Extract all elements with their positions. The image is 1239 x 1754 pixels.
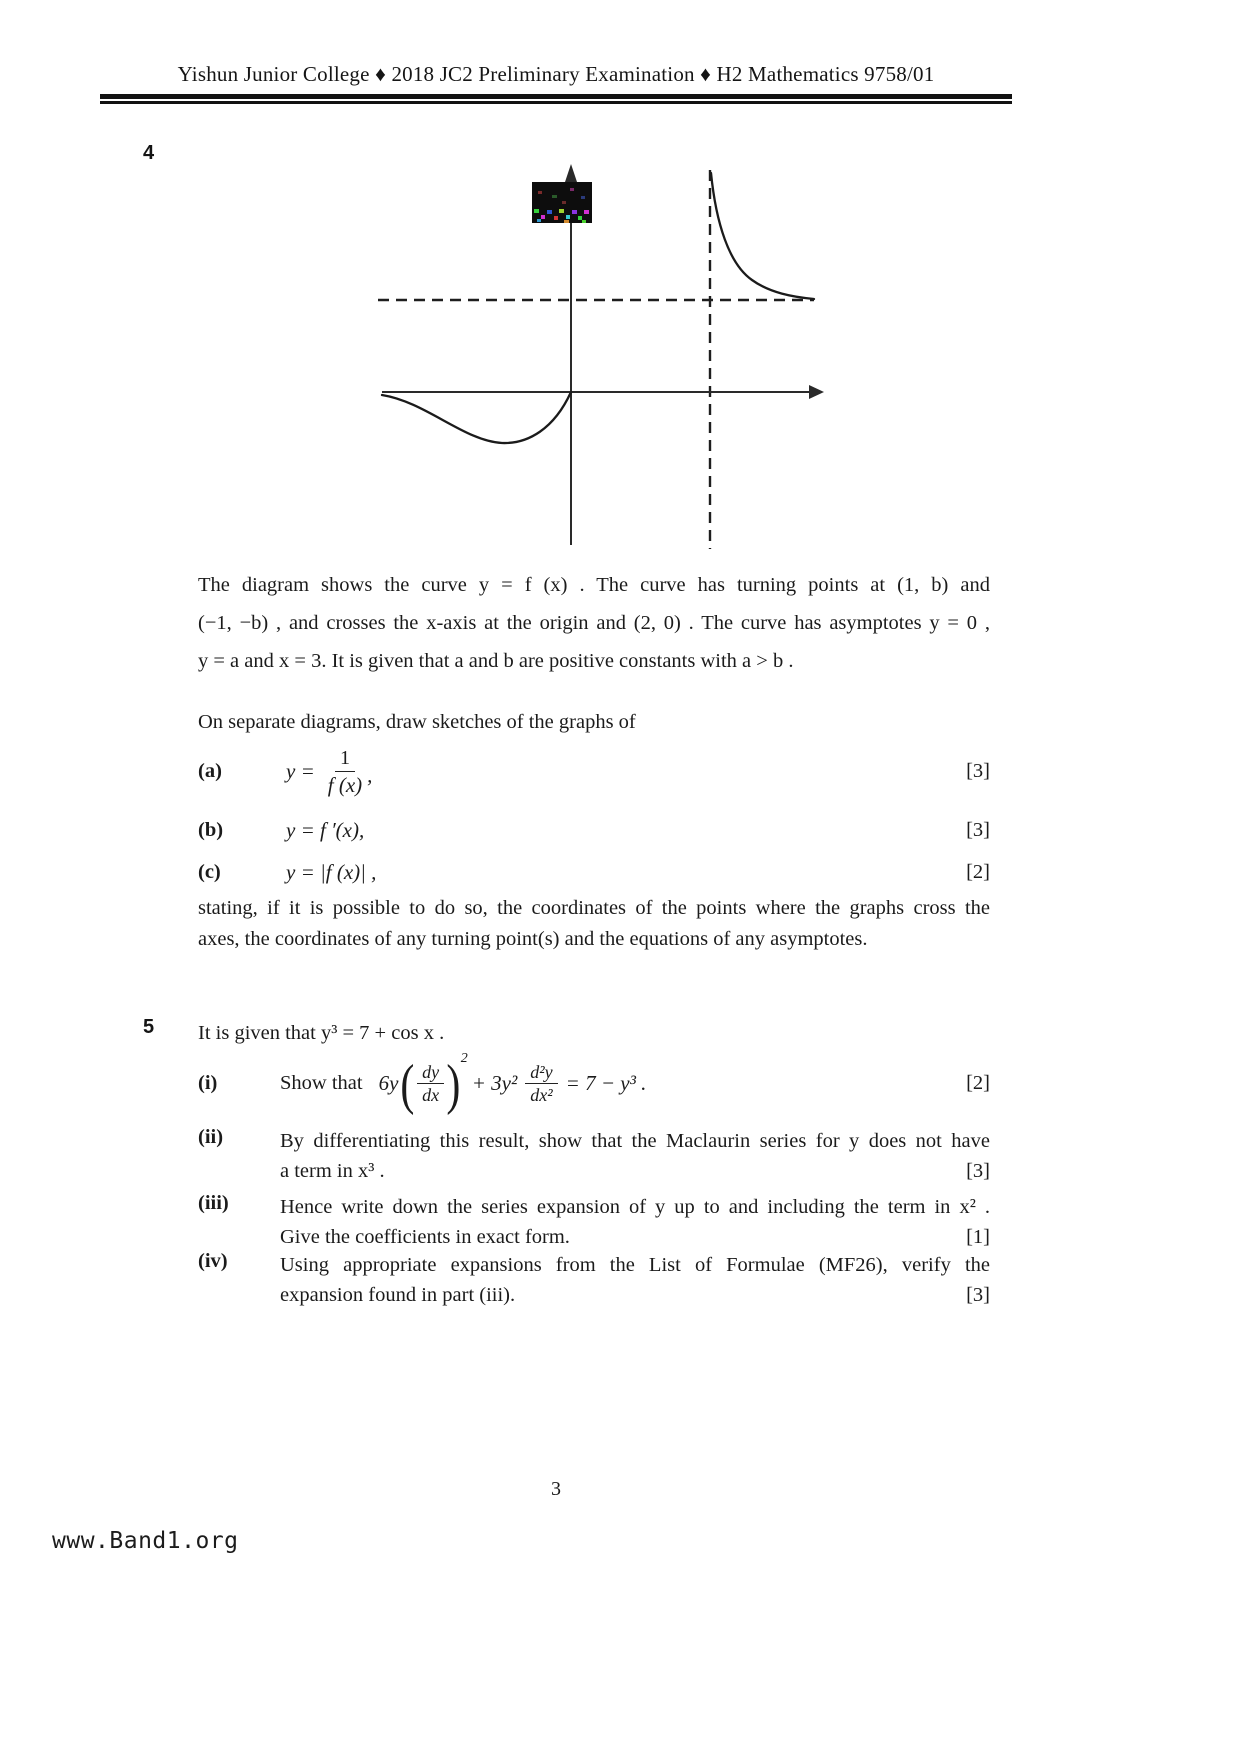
power-exponent: 2 bbox=[460, 1051, 468, 1066]
q4-part-b bbox=[198, 812, 990, 848]
q5-part-iv bbox=[198, 1250, 990, 1310]
part-label: (a) bbox=[198, 759, 222, 782]
q5-number: 5 bbox=[143, 1016, 155, 1038]
math-tail: , bbox=[367, 762, 373, 787]
math-lhs: y = bbox=[286, 758, 315, 783]
fraction-denominator: dx bbox=[422, 1084, 440, 1105]
x-axis-arrow bbox=[809, 385, 824, 399]
part-label: (b) bbox=[198, 818, 224, 841]
q4-closing-line: stating, if it is possible to do so, the coordinates of the points where the graphs cross the bbox=[198, 897, 990, 919]
part-text-line: By differentiating this result, show that the Maclaurin series for y does not have bbox=[280, 1130, 990, 1152]
q4-closing-line: axes, the coordinates of any turning point(s) and the equations of any asymptotes. bbox=[198, 928, 868, 950]
fraction-dydx bbox=[417, 1061, 444, 1106]
part-label: (i) bbox=[198, 1071, 218, 1094]
fraction-d2ydx2 bbox=[525, 1061, 557, 1106]
marks-badge: [2] bbox=[966, 1071, 990, 1094]
q4-description-line: y = a and x = 3. It is given that a and b are positive constants with a > b . bbox=[198, 650, 794, 672]
math-expression: y = |f (x)| , bbox=[286, 859, 377, 884]
q4-number: 4 bbox=[143, 142, 155, 164]
q5-part-ii bbox=[198, 1126, 990, 1186]
fraction bbox=[323, 745, 367, 798]
q5-intro: It is given that y³ = 7 + cos x . bbox=[198, 1022, 445, 1044]
q4-description-line: (−1, −b) , and crosses the x-axis at the origin and (2, 0) . The curve has asymptotes y = 0 , bbox=[198, 612, 990, 634]
part-text-line: a term in x³ . bbox=[280, 1160, 385, 1182]
part-label: (iii) bbox=[198, 1192, 229, 1214]
q4-part-a bbox=[198, 736, 990, 806]
part-text-line: expansion found in part (iii). bbox=[280, 1284, 516, 1306]
q4-intro: On separate diagrams, draw sketches of the graphs of bbox=[198, 711, 636, 733]
q4-description-line: The diagram shows the curve y = f (x) . The curve has turning points at (1, b) and bbox=[198, 574, 990, 596]
marks-badge: [3] bbox=[966, 1284, 990, 1306]
marks-badge: [3] bbox=[966, 759, 990, 782]
q4-description bbox=[198, 566, 990, 680]
q4-closing bbox=[198, 893, 990, 955]
marks-badge: [2] bbox=[966, 860, 990, 883]
part-label: (ii) bbox=[198, 1126, 224, 1148]
fraction-numerator: dy bbox=[417, 1061, 444, 1084]
q5-part-iii bbox=[198, 1192, 990, 1252]
part-label: (c) bbox=[198, 860, 221, 883]
q5-part-i: (i) Show that 6y ( $\frac{dy}{dx}$ ) $^2$ + 3y² $\frac{\text{d²y}}{\text{dx²}}$ = 7 − y³ . [2] bbox=[198, 1051, 990, 1116]
part-text-line: Hence write down the series expansion of y up to and including the term in x² . bbox=[280, 1196, 990, 1218]
marks-badge: [3] bbox=[966, 818, 990, 841]
part-text: Show that bbox=[280, 1071, 363, 1094]
corrupted-label-block bbox=[532, 182, 592, 223]
math-term: + 3y² bbox=[471, 1070, 518, 1095]
fraction-denominator: dx² bbox=[530, 1084, 553, 1105]
curve-diagram bbox=[338, 133, 832, 579]
header-rule bbox=[100, 94, 1012, 105]
curve-left-branch bbox=[382, 392, 571, 443]
marks-badge: [1] bbox=[966, 1226, 990, 1248]
q4-part-c bbox=[198, 854, 990, 890]
part-text-line: Give the coefficients in exact form. bbox=[280, 1226, 570, 1248]
header-title: Yishun Junior College ♦ 2018 JC2 Preliminary Examination ♦ H2 Mathematics 9758/01 bbox=[177, 62, 935, 86]
math-term: = 7 − y³ . bbox=[565, 1070, 647, 1095]
part-text-line: Using appropriate expansions from the List of Formulae (MF26), verify the bbox=[280, 1254, 990, 1276]
marks-badge: [3] bbox=[966, 1160, 990, 1182]
site-watermark: www.Band1.org bbox=[52, 1528, 239, 1554]
fraction-numerator: d²y bbox=[525, 1061, 557, 1084]
math-term: 6y bbox=[378, 1070, 399, 1095]
page-number: 3 bbox=[551, 1478, 561, 1500]
math-expression: y = f ′(x), bbox=[286, 817, 365, 842]
part-label: (iv) bbox=[198, 1250, 228, 1272]
fraction-numerator: 1 bbox=[335, 745, 355, 772]
y-axis-arrow bbox=[564, 164, 578, 185]
curve-right-branch bbox=[711, 173, 814, 299]
fraction-denominator: f (x) bbox=[327, 772, 363, 797]
